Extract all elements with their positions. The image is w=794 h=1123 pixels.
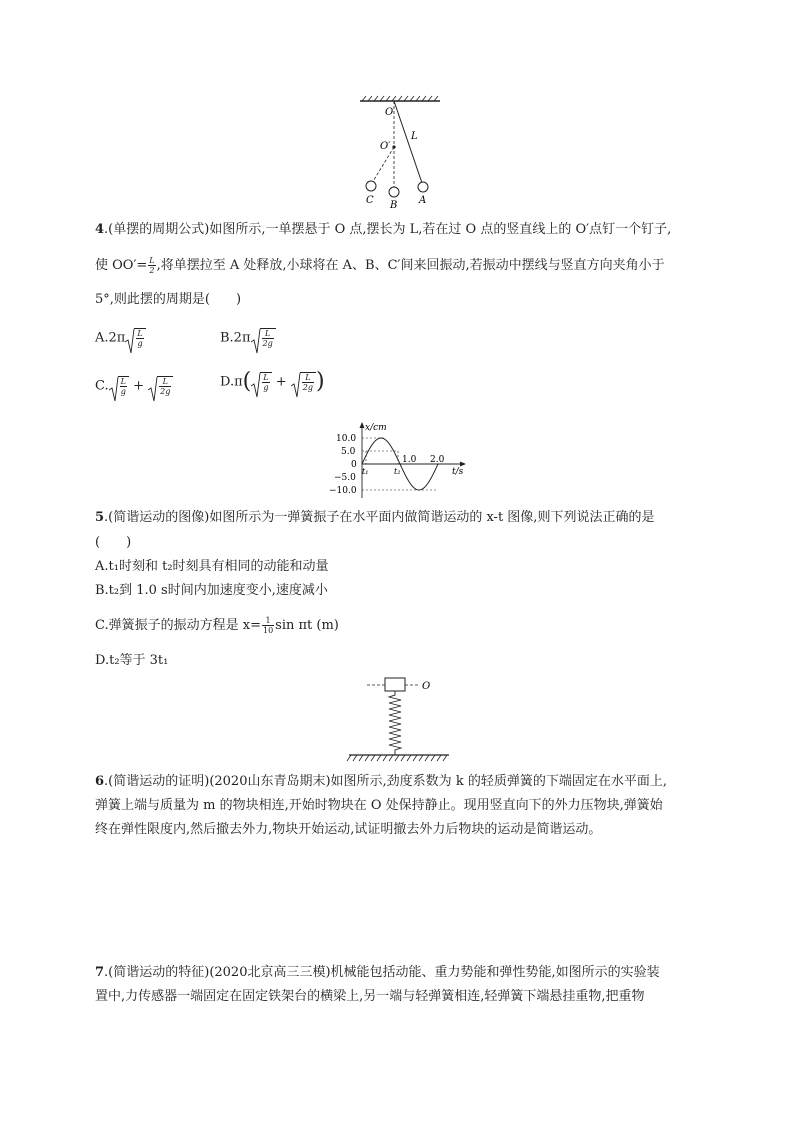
q4-line1	[95, 221, 671, 239]
q4-text-2b: ,将单摆拉至 A 处释放,小球将在 A、B、C′间来回振动,若振动中摆线与竖直方向夹角小于	[156, 258, 665, 273]
ytick-0: 0	[351, 460, 357, 470]
sqrt-icon: $\frac{L}{g}$	[109, 376, 129, 396]
q5-number: 5	[95, 510, 105, 525]
sqrt-icon: $\frac{L}{g}$	[251, 372, 271, 392]
label-O: O	[422, 681, 431, 692]
q4-text-1: .(单摆的周期公式)如图所示,一单摆悬于 O 点,摆长为 L,若在过 O 点的竖直线上的 O′点钉一个钉子,	[104, 222, 672, 237]
q6-line1: 6.(简谐运动的证明)(2020山东青岛期末)如图所示,劲度系数为 k 的轻质弹簧的下端固定在水平面上,	[95, 774, 667, 789]
label-O-prime: O′	[380, 141, 391, 152]
q7-number: 7	[95, 965, 105, 980]
q4-line3: 5°,则此摆的周期是( )	[95, 292, 242, 307]
q5-option-B: B.t₂到 1.0 s时间内加速度变小,速度减小	[95, 583, 328, 598]
sqrt-icon: $\frac{L}{2g}$	[148, 376, 173, 396]
q5-option-D: D.t₂等于 3t₁	[95, 653, 169, 668]
x-t-graph	[320, 420, 480, 500]
q7-line1: 7.(简谐运动的特征)(2020北京高三三模)机械能包括动能、重力势能和弹性势能,如图所示的实验装	[95, 965, 660, 980]
y-axis-label: x/cm	[365, 423, 387, 433]
spring-figure	[345, 675, 455, 763]
sqrt-icon: $\frac{L}{2g}$	[251, 328, 276, 348]
q4-option-A: A.2π $\frac{L}{g}$	[95, 328, 146, 348]
label-C: C	[366, 195, 374, 206]
label-B: B	[390, 200, 398, 210]
q5-line2: ( )	[95, 535, 132, 550]
sqrt-icon: $\frac{L}{g}$	[125, 328, 145, 348]
q4-option-D: D.π( $\frac{L}{g}$ + $\frac{L}{2g}$ )	[220, 372, 325, 392]
q4-number: 4	[95, 222, 105, 237]
xtick-2: 2.0	[430, 455, 445, 465]
q4-text-2a: 使 OO′=	[95, 258, 148, 273]
q6-line3: 终在弹性限度内,然后撤去外力,物块开始运动,试证明撤去外力后物块的运动是简谐运动。	[95, 822, 602, 837]
q4-option-C: C. $\frac{L}{g}$ + $\frac{L}{2g}$	[95, 376, 173, 396]
label-t2: t₂	[394, 467, 401, 476]
ball-B	[389, 187, 399, 197]
label-A: A	[419, 195, 427, 206]
pendulum-figure	[355, 95, 445, 210]
q4-option-B: B.2π $\frac{L}{2g}$	[220, 328, 276, 348]
pendulum-string-OA	[394, 101, 422, 183]
xtick-1: 1.0	[402, 455, 417, 465]
q5-fraction: $\frac{1}{10}$	[262, 616, 274, 635]
label-L: L	[411, 131, 418, 142]
q7-line2: 置中,力传感器一端固定在固定铁架台的横梁上,另一端与轻弹簧相连,轻弹簧下端悬挂重物,把重物	[95, 989, 645, 1004]
spring-coil	[389, 691, 401, 755]
q5-option-A: A.t₁时刻和 t₂时刻具有相同的动能和动量	[95, 559, 329, 574]
ytick-5: 5.0	[341, 447, 356, 457]
x-axis-arrow	[460, 462, 466, 467]
q4-line2	[95, 256, 665, 275]
ytick-10: 10.0	[336, 434, 357, 444]
x-axis-label: t/s	[452, 467, 464, 477]
q4-fraction: $\frac{L}{2}$	[149, 256, 155, 275]
q6-line2: 弹簧上端与质量为 m 的物块相连,开始时物块在 O 处保持静止。现用竖直向下的外力压物块,弹簧始	[95, 798, 663, 813]
label-O: O	[385, 107, 394, 118]
q5-option-C: C.弹簧振子的振动方程是 x= $\frac{1}{10}$ sin πt (m)	[95, 616, 339, 635]
sqrt-icon: $\frac{L}{2g}$	[291, 372, 316, 392]
pendulum-string-OpC	[372, 147, 394, 183]
ball-A	[418, 182, 428, 192]
q6-number: 6	[95, 774, 105, 789]
ytick-m10: −10.0	[329, 486, 357, 496]
y-axis-arrow	[360, 422, 365, 428]
q5-line1: 5.(简谐运动的图像)如图所示为一弹簧振子在水平面内做简谐运动的 x-t 图像,则下列说法正确的是	[95, 510, 655, 525]
ytick-m5: −5.0	[334, 473, 356, 483]
nail-dot	[392, 145, 395, 148]
block	[385, 678, 405, 691]
ball-C	[366, 181, 376, 191]
label-t1: t₁	[362, 467, 369, 476]
